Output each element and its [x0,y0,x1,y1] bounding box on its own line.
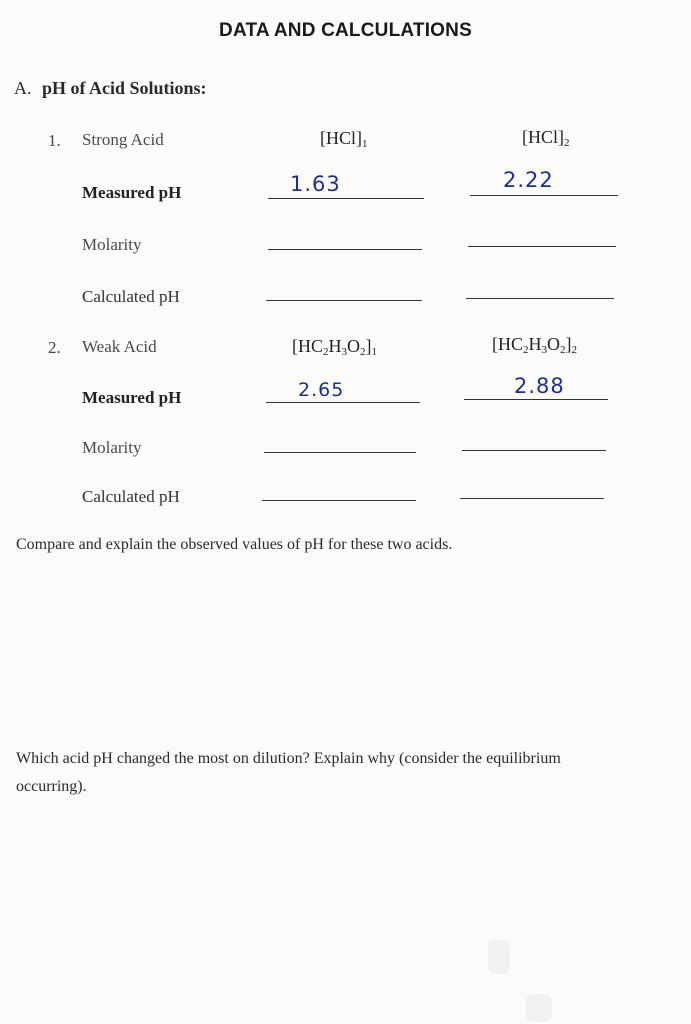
weak-calculated-1-line [262,500,416,501]
strong-calculated-label: Calculated pH [82,287,180,306]
formula-part: H [528,334,542,354]
weak-acid-number: 2. [48,338,61,357]
weak-col1-header [292,336,377,357]
strong-col2-header [522,127,570,148]
weak-col2-subscript: 2 [571,344,577,356]
formula-part: O [347,336,360,356]
strong-molarity-label: Molarity [82,235,142,254]
formula-part: [HC [292,336,323,356]
formula-sub: 2 [560,344,566,356]
strong-col1-subscript: 1 [362,138,368,150]
weak-molarity-1-line [264,452,416,453]
dilution-question-line1: Which acid pH changed the most on dilution? Explain why (consider the equilibrium [16,750,561,767]
section-letter: A. [14,78,32,98]
weak-calculated-label: Calculated pH [82,487,180,506]
strong-measured-2-line [470,195,618,196]
strong-measured-1-value: 1.63 [290,172,341,196]
scan-smudge [526,994,552,1022]
weak-col2-header [492,334,577,355]
page-title: DATA AND CALCULATIONS [219,20,472,41]
weak-measured-2-line [464,399,608,400]
weak-measured-1-line [266,402,420,403]
strong-col1-header [320,128,368,149]
strong-measured-label: Measured pH [82,183,182,202]
strong-calculated-1-line [266,300,422,301]
weak-acid-label: Weak Acid [82,337,157,356]
strong-acid-number: 1. [48,131,61,150]
strong-col1-formula: [HCl] [320,128,362,148]
strong-col2-subscript: 2 [564,137,570,149]
strong-measured-1-line [268,198,424,199]
compare-question: Compare and explain the observed values of pH for these two acids. [16,536,453,553]
strong-acid-label: Strong Acid [82,130,164,149]
formula-sub: 3 [341,346,347,358]
section-title: pH of Acid Solutions: [42,78,207,98]
weak-col1-subscript: 1 [371,346,377,358]
formula-part: [HC [492,334,523,354]
strong-molarity-1-line [268,249,422,250]
formula-sub: 2 [523,344,529,356]
formula-sub: 2 [323,346,329,358]
formula-part: O [547,334,560,354]
scan-smudge [488,940,510,974]
weak-molarity-label: Molarity [82,438,142,457]
strong-measured-2-value: 2.22 [503,168,554,192]
formula-sub: 3 [541,344,547,356]
section-heading [14,78,207,99]
weak-measured-2-value: 2.88 [514,374,565,398]
dilution-question-line2: occurring). [16,778,87,795]
formula-part: H [328,336,342,356]
strong-calculated-2-line [466,298,614,299]
formula-part: ] [565,334,572,354]
weak-calculated-2-line [460,498,604,499]
strong-col2-formula: [HCl] [522,127,564,147]
weak-measured-label: Measured pH [82,388,182,407]
weak-molarity-2-line [462,450,606,451]
formula-sub: 2 [360,346,366,358]
formula-part: ] [365,336,372,356]
weak-measured-1-value: 2.65 [298,379,345,401]
strong-molarity-2-line [468,246,616,247]
